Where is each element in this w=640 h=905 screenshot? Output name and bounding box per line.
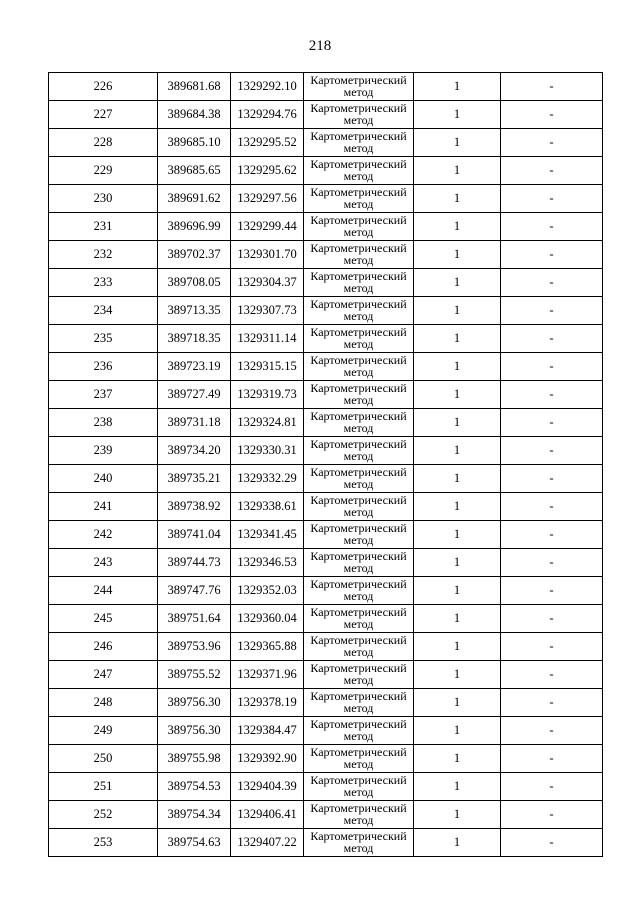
note-cell: - (501, 101, 603, 129)
y-coordinate-cell: 1329371.96 (231, 661, 304, 689)
y-coordinate-cell: 1329406.41 (231, 801, 304, 829)
table-row (49, 157, 603, 185)
method-line-1: Картометрический (310, 493, 407, 507)
method-cell (304, 745, 414, 773)
point-number-cell: 242 (49, 521, 158, 549)
table-row (49, 73, 603, 101)
table-row (49, 185, 603, 213)
y-coordinate-cell: 1329360.04 (231, 605, 304, 633)
count-cell: 1 (414, 73, 501, 101)
method-cell (304, 773, 414, 801)
method-line-1: Картометрический (310, 577, 407, 591)
method-line-1: Картометрический (310, 101, 407, 115)
method-cell (304, 241, 414, 269)
note-cell: - (501, 185, 603, 213)
count-cell: 1 (414, 269, 501, 297)
y-coordinate-cell: 1329404.39 (231, 773, 304, 801)
method-line-1: Картометрический (310, 437, 407, 451)
method-line-2: метод (343, 281, 374, 295)
y-coordinate-cell: 1329319.73 (231, 381, 304, 409)
count-cell: 1 (414, 185, 501, 213)
note-cell: - (501, 381, 603, 409)
method-line-1: Картометрический (310, 521, 407, 535)
table-row (49, 353, 603, 381)
y-coordinate-cell: 1329332.29 (231, 465, 304, 493)
table-body (49, 73, 603, 857)
table-row (49, 409, 603, 437)
count-cell: 1 (414, 241, 501, 269)
method-cell (304, 633, 414, 661)
method-line-1: Картометрический (310, 297, 407, 311)
coordinates-table (48, 72, 603, 857)
x-coordinate-cell: 389738.92 (158, 493, 231, 521)
method-line-1: Картометрический (310, 409, 407, 423)
point-number-cell: 253 (49, 829, 158, 857)
point-number-cell: 247 (49, 661, 158, 689)
note-cell: - (501, 493, 603, 521)
y-coordinate-cell: 1329315.15 (231, 353, 304, 381)
x-coordinate-cell: 389727.49 (158, 381, 231, 409)
y-coordinate-cell: 1329407.22 (231, 829, 304, 857)
point-number-cell: 244 (49, 577, 158, 605)
method-line-2: метод (343, 533, 374, 547)
method-line-2: метод (343, 785, 374, 799)
table-row (49, 577, 603, 605)
method-cell (304, 661, 414, 689)
y-coordinate-cell: 1329311.14 (231, 325, 304, 353)
x-coordinate-cell: 389756.30 (158, 717, 231, 745)
table-row (49, 465, 603, 493)
x-coordinate-cell: 389684.38 (158, 101, 231, 129)
method-line-2: метод (343, 197, 374, 211)
x-coordinate-cell: 389754.34 (158, 801, 231, 829)
method-line-1: Картометрический (310, 213, 407, 227)
method-cell (304, 717, 414, 745)
method-line-2: метод (343, 393, 374, 407)
method-line-1: Картометрический (310, 465, 407, 479)
point-number-cell: 238 (49, 409, 158, 437)
point-number-cell: 246 (49, 633, 158, 661)
y-coordinate-cell: 1329338.61 (231, 493, 304, 521)
point-number-cell: 235 (49, 325, 158, 353)
method-line-1: Картометрический (310, 157, 407, 171)
y-coordinate-cell: 1329304.37 (231, 269, 304, 297)
method-line-1: Картометрический (310, 829, 407, 843)
method-line-2: метод (343, 505, 374, 519)
x-coordinate-cell: 389756.30 (158, 689, 231, 717)
table-row (49, 325, 603, 353)
count-cell: 1 (414, 325, 501, 353)
point-number-cell: 229 (49, 157, 158, 185)
method-line-2: метод (343, 841, 374, 855)
table-row (49, 101, 603, 129)
method-line-2: метод (343, 421, 374, 435)
page-number: 218 (308, 38, 332, 54)
note-cell: - (501, 661, 603, 689)
x-coordinate-cell: 389691.62 (158, 185, 231, 213)
table-row (49, 773, 603, 801)
y-coordinate-cell: 1329392.90 (231, 745, 304, 773)
point-number-cell: 249 (49, 717, 158, 745)
note-cell: - (501, 325, 603, 353)
method-line-2: метод (343, 365, 374, 379)
point-number-cell: 245 (49, 605, 158, 633)
table-row (49, 801, 603, 829)
method-cell (304, 297, 414, 325)
point-number-cell: 236 (49, 353, 158, 381)
table-row (49, 745, 603, 773)
method-line-1: Картометрический (310, 549, 407, 563)
count-cell: 1 (414, 605, 501, 633)
count-cell: 1 (414, 801, 501, 829)
method-cell (304, 157, 414, 185)
method-line-1: Картометрический (310, 633, 407, 647)
x-coordinate-cell: 389753.96 (158, 633, 231, 661)
x-coordinate-cell: 389734.20 (158, 437, 231, 465)
note-cell: - (501, 213, 603, 241)
method-line-2: метод (343, 645, 374, 659)
note-cell: - (501, 157, 603, 185)
method-cell (304, 325, 414, 353)
point-number-cell: 252 (49, 801, 158, 829)
note-cell: - (501, 409, 603, 437)
method-cell (304, 829, 414, 857)
point-number-cell: 233 (49, 269, 158, 297)
method-line-2: метод (343, 477, 374, 491)
count-cell: 1 (414, 661, 501, 689)
table-row (49, 381, 603, 409)
count-cell: 1 (414, 129, 501, 157)
method-line-2: метод (343, 813, 374, 827)
x-coordinate-cell: 389741.04 (158, 521, 231, 549)
x-coordinate-cell: 389718.35 (158, 325, 231, 353)
method-cell (304, 73, 414, 101)
count-cell: 1 (414, 409, 501, 437)
method-line-2: метод (343, 85, 374, 99)
method-line-2: метод (343, 337, 374, 351)
count-cell: 1 (414, 157, 501, 185)
point-number-cell: 230 (49, 185, 158, 213)
note-cell: - (501, 269, 603, 297)
method-cell (304, 605, 414, 633)
method-cell (304, 549, 414, 577)
count-cell: 1 (414, 437, 501, 465)
note-cell: - (501, 465, 603, 493)
count-cell: 1 (414, 297, 501, 325)
method-line-2: метод (343, 729, 374, 743)
x-coordinate-cell: 389731.18 (158, 409, 231, 437)
note-cell: - (501, 605, 603, 633)
method-line-1: Картометрический (310, 381, 407, 395)
count-cell: 1 (414, 773, 501, 801)
y-coordinate-cell: 1329301.70 (231, 241, 304, 269)
note-cell: - (501, 689, 603, 717)
method-cell (304, 689, 414, 717)
table-row (49, 549, 603, 577)
method-cell (304, 801, 414, 829)
point-number-cell: 241 (49, 493, 158, 521)
point-number-cell: 227 (49, 101, 158, 129)
table-row (49, 633, 603, 661)
table-row (49, 297, 603, 325)
note-cell: - (501, 633, 603, 661)
method-cell (304, 353, 414, 381)
method-line-2: метод (343, 589, 374, 603)
x-coordinate-cell: 389681.68 (158, 73, 231, 101)
point-number-cell: 237 (49, 381, 158, 409)
count-cell: 1 (414, 745, 501, 773)
method-cell (304, 437, 414, 465)
count-cell: 1 (414, 717, 501, 745)
count-cell: 1 (414, 465, 501, 493)
note-cell: - (501, 773, 603, 801)
count-cell: 1 (414, 549, 501, 577)
count-cell: 1 (414, 633, 501, 661)
note-cell: - (501, 717, 603, 745)
y-coordinate-cell: 1329292.10 (231, 73, 304, 101)
x-coordinate-cell: 389708.05 (158, 269, 231, 297)
y-coordinate-cell: 1329378.19 (231, 689, 304, 717)
method-line-2: метод (343, 225, 374, 239)
y-coordinate-cell: 1329295.52 (231, 129, 304, 157)
count-cell: 1 (414, 829, 501, 857)
method-line-1: Картометрический (310, 661, 407, 675)
table-row (49, 661, 603, 689)
x-coordinate-cell: 389685.65 (158, 157, 231, 185)
count-cell: 1 (414, 213, 501, 241)
point-number-cell: 228 (49, 129, 158, 157)
y-coordinate-cell: 1329295.62 (231, 157, 304, 185)
table-row (49, 437, 603, 465)
method-line-2: метод (343, 757, 374, 771)
table-row (49, 521, 603, 549)
point-number-cell: 240 (49, 465, 158, 493)
table-row (49, 213, 603, 241)
y-coordinate-cell: 1329297.56 (231, 185, 304, 213)
note-cell: - (501, 241, 603, 269)
x-coordinate-cell: 389751.64 (158, 605, 231, 633)
method-line-1: Картометрический (310, 73, 407, 87)
count-cell: 1 (414, 353, 501, 381)
point-number-cell: 226 (49, 73, 158, 101)
x-coordinate-cell: 389702.37 (158, 241, 231, 269)
x-coordinate-cell: 389744.73 (158, 549, 231, 577)
count-cell: 1 (414, 577, 501, 605)
count-cell: 1 (414, 493, 501, 521)
note-cell: - (501, 745, 603, 773)
note-cell: - (501, 549, 603, 577)
note-cell: - (501, 829, 603, 857)
method-cell (304, 213, 414, 241)
y-coordinate-cell: 1329330.31 (231, 437, 304, 465)
y-coordinate-cell: 1329294.76 (231, 101, 304, 129)
y-coordinate-cell: 1329299.44 (231, 213, 304, 241)
y-coordinate-cell: 1329324.81 (231, 409, 304, 437)
count-cell: 1 (414, 521, 501, 549)
method-cell (304, 381, 414, 409)
point-number-cell: 239 (49, 437, 158, 465)
note-cell: - (501, 577, 603, 605)
method-cell (304, 185, 414, 213)
method-line-2: метод (343, 141, 374, 155)
count-cell: 1 (414, 101, 501, 129)
point-number-cell: 250 (49, 745, 158, 773)
note-cell: - (501, 801, 603, 829)
method-line-1: Картометрический (310, 773, 407, 787)
table-row (49, 129, 603, 157)
y-coordinate-cell: 1329384.47 (231, 717, 304, 745)
method-line-1: Картометрический (310, 717, 407, 731)
note-cell: - (501, 437, 603, 465)
method-line-1: Картометрический (310, 353, 407, 367)
count-cell: 1 (414, 381, 501, 409)
table-row (49, 605, 603, 633)
method-line-1: Картометрический (310, 605, 407, 619)
method-cell (304, 101, 414, 129)
point-number-cell: 251 (49, 773, 158, 801)
method-cell (304, 409, 414, 437)
x-coordinate-cell: 389747.76 (158, 577, 231, 605)
note-cell: - (501, 73, 603, 101)
method-cell (304, 269, 414, 297)
point-number-cell: 243 (49, 549, 158, 577)
method-line-2: метод (343, 253, 374, 267)
method-cell (304, 577, 414, 605)
y-coordinate-cell: 1329346.53 (231, 549, 304, 577)
method-line-1: Картометрический (310, 325, 407, 339)
method-line-2: метод (343, 561, 374, 575)
method-line-1: Картометрический (310, 185, 407, 199)
note-cell: - (501, 521, 603, 549)
x-coordinate-cell: 389754.63 (158, 829, 231, 857)
table-row (49, 829, 603, 857)
note-cell: - (501, 297, 603, 325)
y-coordinate-cell: 1329341.45 (231, 521, 304, 549)
method-cell (304, 129, 414, 157)
method-line-2: метод (343, 113, 374, 127)
y-coordinate-cell: 1329307.73 (231, 297, 304, 325)
count-cell: 1 (414, 689, 501, 717)
method-line-1: Картометрический (310, 269, 407, 283)
method-line-2: метод (343, 673, 374, 687)
x-coordinate-cell: 389735.21 (158, 465, 231, 493)
x-coordinate-cell: 389685.10 (158, 129, 231, 157)
x-coordinate-cell: 389755.98 (158, 745, 231, 773)
x-coordinate-cell: 389723.19 (158, 353, 231, 381)
x-coordinate-cell: 389713.35 (158, 297, 231, 325)
table-row (49, 241, 603, 269)
point-number-cell: 248 (49, 689, 158, 717)
table-row (49, 269, 603, 297)
method-cell (304, 465, 414, 493)
table-row (49, 717, 603, 745)
x-coordinate-cell: 389696.99 (158, 213, 231, 241)
point-number-cell: 232 (49, 241, 158, 269)
method-cell (304, 521, 414, 549)
table-row (49, 493, 603, 521)
method-line-1: Картометрический (310, 241, 407, 255)
method-line-1: Картометрический (310, 801, 407, 815)
point-number-cell: 231 (49, 213, 158, 241)
method-line-1: Картометрический (310, 129, 407, 143)
point-number-cell: 234 (49, 297, 158, 325)
method-line-2: метод (343, 449, 374, 463)
y-coordinate-cell: 1329365.88 (231, 633, 304, 661)
note-cell: - (501, 353, 603, 381)
method-line-1: Картометрический (310, 689, 407, 703)
x-coordinate-cell: 389755.52 (158, 661, 231, 689)
method-cell (304, 493, 414, 521)
x-coordinate-cell: 389754.53 (158, 773, 231, 801)
method-line-2: метод (343, 617, 374, 631)
method-line-2: метод (343, 169, 374, 183)
method-line-1: Картометрический (310, 745, 407, 759)
method-line-2: метод (343, 309, 374, 323)
method-line-2: метод (343, 701, 374, 715)
y-coordinate-cell: 1329352.03 (231, 577, 304, 605)
table-row (49, 689, 603, 717)
note-cell: - (501, 129, 603, 157)
